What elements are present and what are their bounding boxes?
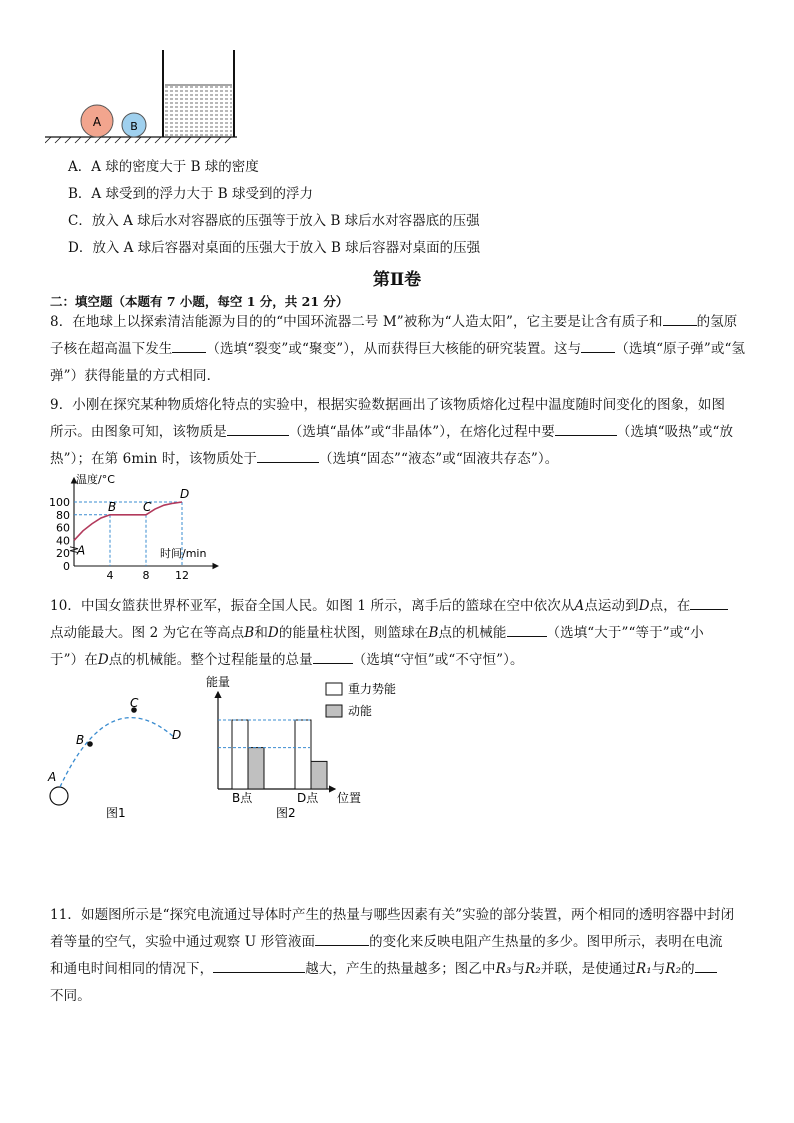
legend-potential-swatch <box>326 683 342 695</box>
y-tick-label: 60 <box>56 521 70 535</box>
q11-line4: 不同。 <box>50 988 91 1004</box>
legend-kinetic-swatch <box>326 705 342 717</box>
q9-line3: 热”）；在第 6min 时，该物质处于 （选填“固态”“液态”或“固液共存态”）。 <box>50 447 558 467</box>
q11-blank2[interactable] <box>213 958 305 973</box>
bar-b-potential <box>232 720 248 789</box>
label-d: D <box>172 728 182 742</box>
point-b <box>87 741 93 747</box>
q11-line2: 着等量的空气，实验中通过观察 U 形管液面 的变化来反映电阻产生热量的多少。图甲所示，表明在电流 <box>50 930 723 950</box>
q10-blank2[interactable] <box>507 622 547 637</box>
ball-a-label: A <box>92 115 102 129</box>
fig1-caption: 图1 <box>106 806 126 820</box>
melting-chart <box>40 470 240 585</box>
q11-blank3[interactable] <box>695 958 717 973</box>
y-tick-label: 40 <box>56 534 70 548</box>
x-tick-label: 8 <box>142 569 150 582</box>
chart-ylabel: 温度/°C <box>76 473 115 486</box>
x-tick-label: 4 <box>106 569 114 582</box>
q9-line1: 9．小刚在探究某种物质熔化特点的实验中，根据实验数据画出了该物质熔化过程中温度随时间变化的图象，如图 <box>50 397 726 413</box>
q8-line3: 弹”）获得能量的方式相同． <box>50 368 221 384</box>
bar-b-kinetic <box>248 748 264 789</box>
q10-line1: 10．中国女篮获世界杯亚军，振奋全国人民。如图 1 所示，离手后的篮球在空中依次从A点运动到D点，在 <box>50 594 728 614</box>
temperature-curve <box>74 499 182 540</box>
q8-blank2[interactable] <box>172 338 206 353</box>
energy-bar-figure <box>200 672 400 822</box>
q8-line2: 子核在超高温下发生 （选填“裂变”或“聚变”），从而获得巨大核能的研究装置。这与 （选填“原子弹”或“氢 <box>50 337 745 357</box>
point-label-c: C <box>143 499 152 514</box>
fig2-ylabel: 能量 <box>206 675 231 689</box>
fig2-cat-b: B点 <box>232 791 253 805</box>
q9-blank2[interactable] <box>555 421 617 436</box>
q10-blank1[interactable] <box>690 595 728 610</box>
q9-line2: 所示。由图象可知，该物质是 （选填“晶体”或“非晶体”），在熔化过程中要 （选填“吸热”或“放 <box>50 420 733 440</box>
label-c: C <box>130 696 139 710</box>
y-tick-label: 80 <box>56 508 70 522</box>
basketball <box>50 787 68 805</box>
fig2-xlabel: 位置 <box>337 791 362 805</box>
y-tick-label: 0 <box>63 560 70 573</box>
legend-kinetic-label: 动能 <box>348 704 373 718</box>
q11-line1: 11．如题图所示是“探究电流通过导体时产生的热量与哪些因素有关”实验的部分装置，两个相同的透明容器中封闭 <box>50 907 735 923</box>
table-hatching <box>45 137 231 143</box>
point-label-a: A <box>77 543 86 558</box>
section-title: 二：填空题（本题有 7 小题，每空 1 分，共 21 分） <box>50 294 349 309</box>
q9-blank3[interactable] <box>257 448 319 463</box>
q8-line1: 8．在地球上以探索清洁能源为目的的“中国环流器二号 M”被称为“人造太阳”，它主要是让含有质子和 的氢原 <box>50 310 737 330</box>
balls-container-figure <box>45 45 245 145</box>
bar-d-kinetic <box>311 761 327 789</box>
option-a: A．A 球的密度大于 B 球的密度 <box>68 159 259 175</box>
q10-line2: 点动能最大。图 2 为它在等高点B和D的能量柱状图，则篮球在B点的机械能 （选填“大于”“等于”或“小 <box>50 621 704 641</box>
fig2-caption: 图2 <box>276 806 296 820</box>
x-tick-label: 12 <box>175 569 189 582</box>
legend-potential-label: 重力势能 <box>348 682 397 696</box>
option-c: C．放入 A 球后水对容器底的压强等于放入 B 球后水对容器底的压强 <box>68 213 480 229</box>
option-d: D．放入 A 球后容器对桌面的压强大于放入 B 球后容器对桌面的压强 <box>68 240 481 256</box>
q9-blank1[interactable] <box>227 421 289 436</box>
q8-blank1[interactable] <box>663 311 697 326</box>
ball-b-label: B <box>130 120 138 133</box>
q8-blank3[interactable] <box>581 338 615 353</box>
q10-blank3[interactable] <box>313 649 353 664</box>
trajectory-figure <box>40 690 200 825</box>
q11-line3: 和通电时间相同的情况下， 越大，产生的热量越多；图乙中R₃与R₂并联，是使通过R₁与R₂的 <box>50 957 717 977</box>
chart-xlabel: 时间/min <box>160 547 207 560</box>
y-tick-label: 20 <box>56 547 70 561</box>
point-label-b: B <box>108 499 117 514</box>
q11-blank1[interactable] <box>315 931 369 946</box>
label-a: A <box>48 770 57 784</box>
y-tick-label: 100 <box>49 496 70 509</box>
fig2-cat-d: D点 <box>297 791 319 805</box>
trajectory-path <box>60 718 175 787</box>
option-b: B．A 球受到的浮力大于 B 球受到的浮力 <box>68 186 313 202</box>
point-label-d: D <box>180 487 190 501</box>
volume-title: 第Ⅱ卷 <box>372 270 422 290</box>
container <box>163 50 234 137</box>
bar-d-potential <box>295 720 311 789</box>
label-b: B <box>76 733 85 747</box>
q10-line3: 于”）在D点的机械能。整个过程能量的总量 （选填“守恒”或“不守恒”）。 <box>50 648 524 668</box>
